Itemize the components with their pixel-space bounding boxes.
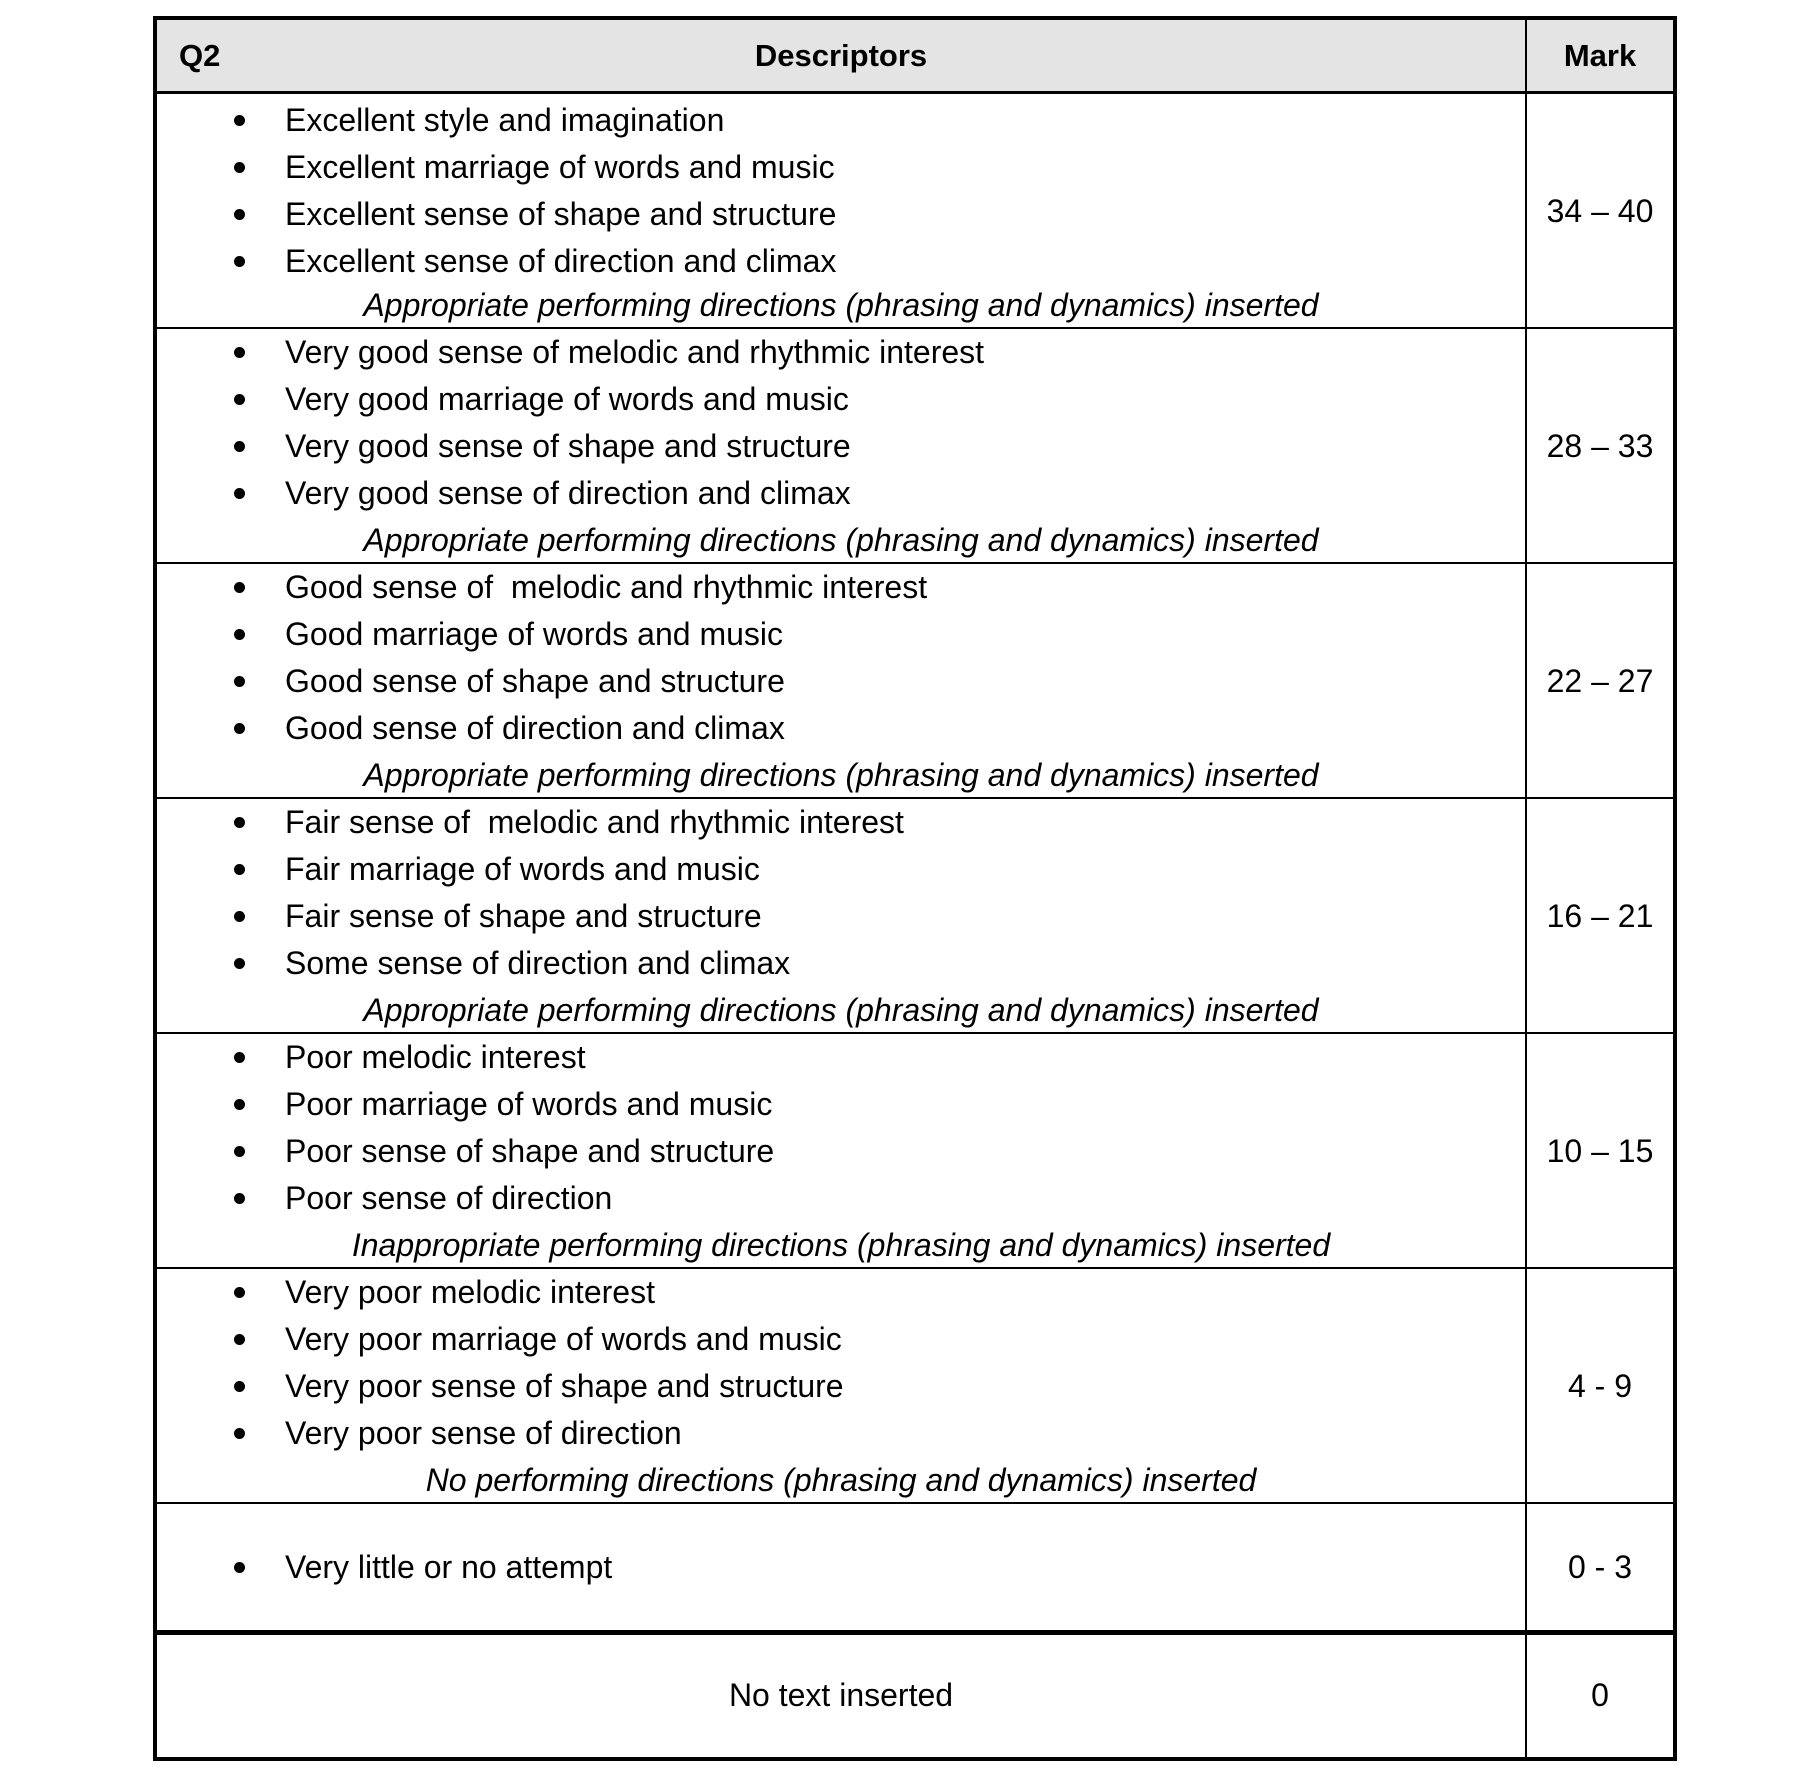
- bullet-icon: [234, 958, 245, 969]
- descriptor-list: [157, 329, 1525, 517]
- bullet-icon: [234, 1287, 245, 1298]
- bullet-icon: [234, 1052, 245, 1063]
- bullet-icon: [234, 441, 245, 452]
- bullet-icon: [234, 115, 245, 126]
- bullet-icon: [234, 864, 245, 875]
- mark-range: 16 – 21: [1546, 898, 1654, 934]
- bullet-icon: [234, 1099, 245, 1110]
- bullet-icon: [234, 1381, 245, 1392]
- descriptor-item: Very poor marriage of words and music: [157, 1316, 1525, 1363]
- descriptor-item: Excellent style and imagination: [157, 97, 1525, 144]
- descriptor-item: Good sense of direction and climax: [157, 705, 1525, 752]
- bullet-icon: [234, 629, 245, 640]
- descriptor-item: Poor melodic interest: [157, 1034, 1525, 1081]
- descriptor-item: Fair marriage of words and music: [157, 846, 1525, 893]
- bullet-icon: [234, 256, 245, 267]
- bullet-icon: [234, 488, 245, 499]
- descriptor-item: Some sense of direction and climax: [157, 940, 1525, 987]
- descriptor-item: Fair sense of shape and structure: [157, 893, 1525, 940]
- descriptor-item: Poor marriage of words and music: [157, 1081, 1525, 1128]
- descriptor-list: [157, 1269, 1525, 1457]
- bullet-icon: [234, 723, 245, 734]
- band-row: [157, 94, 1673, 329]
- descriptor-item: Excellent marriage of words and music: [157, 144, 1525, 191]
- band-row: [157, 1504, 1673, 1632]
- bullet-icon: [234, 1146, 245, 1157]
- bullet-icon: [234, 347, 245, 358]
- performing-directions-note: Appropriate performing directions (phrasing and dynamics) inserted: [363, 757, 1319, 793]
- bullet-icon: [234, 1428, 245, 1439]
- descriptor-item: Very good sense of shape and structure: [157, 423, 1525, 470]
- bullet-icon: [234, 582, 245, 593]
- performing-directions-note: Appropriate performing directions (phrasing and dynamics) inserted: [363, 992, 1319, 1028]
- mark-range: 0 - 3: [1567, 1549, 1633, 1585]
- descriptor-list: [157, 97, 1525, 285]
- descriptor-item: Very good marriage of words and music: [157, 376, 1525, 423]
- descriptor-item: Good sense of shape and structure: [157, 658, 1525, 705]
- band-row: [157, 564, 1673, 799]
- band-row: [157, 799, 1673, 1034]
- bullet-icon: [234, 209, 245, 220]
- descriptor-list: [157, 799, 1525, 987]
- descriptor-item: Good sense of melodic and rhythmic interest: [157, 564, 1525, 611]
- descriptor-item: Good marriage of words and music: [157, 611, 1525, 658]
- mark-range: 4 - 9: [1567, 1368, 1633, 1404]
- column-divider: [1525, 20, 1527, 1757]
- descriptor-item: Very little or no attempt: [157, 1547, 1525, 1587]
- descriptor-item: Excellent sense of direction and climax: [157, 238, 1525, 285]
- band-row: [157, 329, 1673, 564]
- descriptor-item: Poor sense of direction: [157, 1175, 1525, 1222]
- descriptor-list: [157, 1034, 1525, 1222]
- mark-range: 0: [1591, 1677, 1609, 1713]
- bullet-icon: [234, 676, 245, 687]
- bullet-icon: [234, 1334, 245, 1345]
- descriptor-item: Very poor melodic interest: [157, 1269, 1525, 1316]
- bullet-icon: [234, 162, 245, 173]
- descriptor-item: Fair sense of melodic and rhythmic interest: [157, 799, 1525, 846]
- band-row: [157, 1034, 1673, 1269]
- question-label: Q2: [179, 38, 221, 73]
- descriptor-item: Excellent sense of shape and structure: [157, 191, 1525, 238]
- descriptors-column-header: Descriptors: [754, 38, 928, 73]
- band-row: [157, 1632, 1673, 1757]
- bullet-icon: [234, 1562, 245, 1573]
- no-text-descriptor: No text inserted: [728, 1677, 954, 1713]
- descriptor-item: Poor sense of shape and structure: [157, 1128, 1525, 1175]
- mark-column-header: Mark: [1563, 38, 1637, 73]
- table-header-row: [157, 20, 1673, 94]
- bullet-icon: [234, 1193, 245, 1204]
- performing-directions-note: Appropriate performing directions (phrasing and dynamics) inserted: [363, 287, 1319, 323]
- descriptor-item: Very poor sense of shape and structure: [157, 1363, 1525, 1410]
- mark-range: 34 – 40: [1546, 193, 1654, 229]
- performing-directions-note: Inappropriate performing directions (phrasing and dynamics) inserted: [351, 1227, 1331, 1263]
- performing-directions-note: No performing directions (phrasing and dynamics) inserted: [425, 1462, 1257, 1498]
- performing-directions-note: Appropriate performing directions (phrasing and dynamics) inserted: [363, 522, 1319, 558]
- descriptor-item: Very good sense of direction and climax: [157, 470, 1525, 517]
- band-row: [157, 1269, 1673, 1504]
- descriptor-item: Very good sense of melodic and rhythmic interest: [157, 329, 1525, 376]
- bullet-icon: [234, 394, 245, 405]
- mark-range: 28 – 33: [1546, 428, 1654, 464]
- mark-range: 22 – 27: [1546, 663, 1654, 699]
- descriptor-list: [157, 564, 1525, 752]
- marking-rubric-table: [153, 16, 1677, 1761]
- mark-range: 10 – 15: [1546, 1133, 1654, 1169]
- descriptor-item: Very poor sense of direction: [157, 1410, 1525, 1457]
- bullet-icon: [234, 817, 245, 828]
- bullet-icon: [234, 911, 245, 922]
